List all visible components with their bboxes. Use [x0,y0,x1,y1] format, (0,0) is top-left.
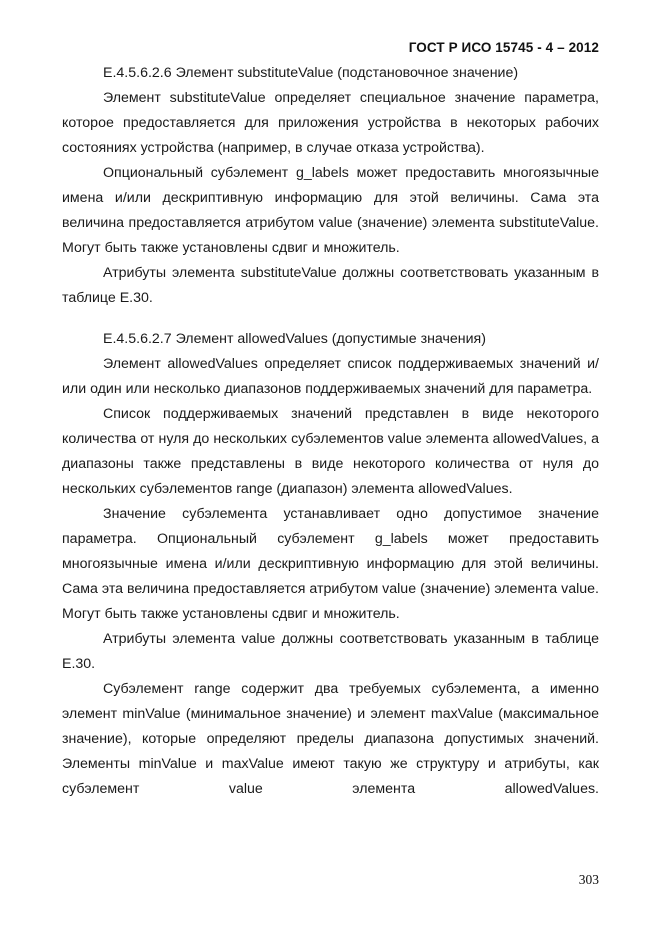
paragraph: Атрибуты элемента substituteValue должны соответствовать указанным в таблице E.30. [62,265,599,306]
paragraph: Элемент substituteValue определяет специальное значение параметра, которое предоставляется для приложения устройства в некоторых рабочих состояниях устройства (например, в случае отказа устройства). [62,90,599,156]
paragraph: Элемент allowedValues определяет список поддерживаемых значений и/или один или несколько диапазонов поддерживаемых значений для параметра. [62,356,599,397]
paragraph: Список поддерживаемых значений представлен в виде некоторого количества от нуля до нескольких субэлементов value элемента allowedValues, а диапазоны также представлены в виде некоторого количества от нуля до нескольких субэлементов range (диапазон) элемента allowedValues. [62,406,599,497]
document-id-header: ГОСТ Р ИСО 15745 - 4 – 2012 [408,40,599,55]
paragraph: Значение субэлемента устанавливает одно допустимое значение параметра. Опциональный субэлемент g_labels может предоставить многоязычные имена и/или дескриптивную информацию для этой величины. Сама эта величина предоставляется атрибутом value (значение) элемента value. Могут быть также установлены сдвиг и множитель. [62,506,599,622]
paragraph: Атрибуты элемента value должны соответствовать указанным в таблице E.30. [62,631,599,672]
paragraph: Субэлемент range содержит два требуемых субэлемента, а именно элемент minValue (минимальное значение) и элемент maxValue (максимальное значение), которые определяют пределы диапазона допустимых значений. Элементы minValue и maxValue имеют такую же структуру и атрибуты, как субэлемент value элемента allowedValues. [62,681,599,797]
section-heading-allowed-values: E.4.5.6.2.7 Элемент allowedValues (допустимые значения) [103,331,486,347]
page-number: 303 [578,872,599,887]
section-gap [62,311,599,327]
section-heading-substitute-value: E.4.5.6.2.6 Элемент substituteValue (подстановочное значение) [103,65,519,81]
body-text [62,61,599,802]
paragraph: Опциональный субэлемент g_labels может предоставить многоязычные имена и/или дескриптивную информацию для этой величины. Сама эта величина предоставляется атрибутом value (значение) элемента substituteValue. Могут быть также установлены сдвиг и множитель. [62,165,599,256]
